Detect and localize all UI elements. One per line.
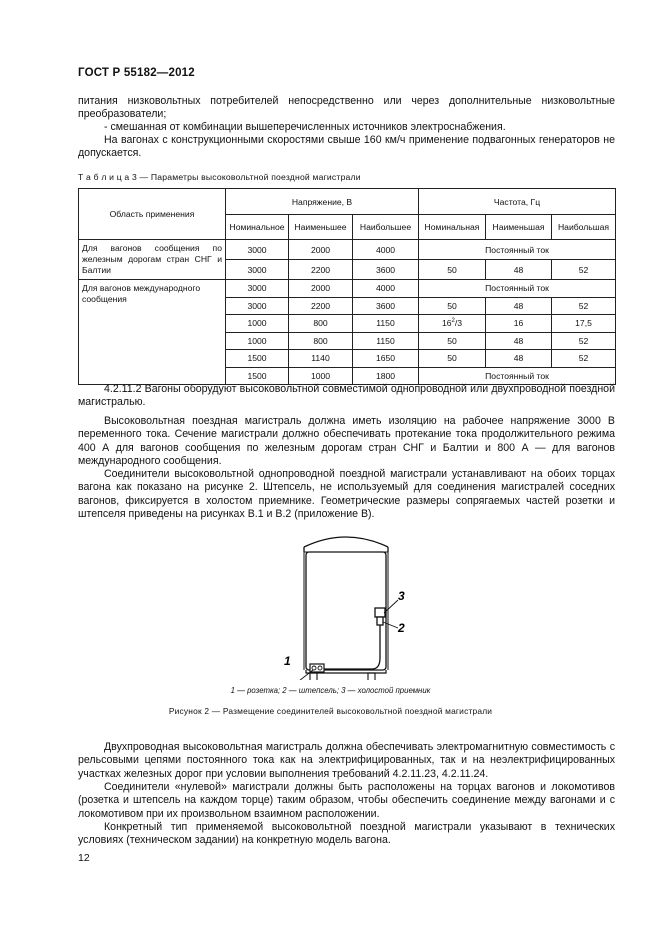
table-cell: 4000 [353,280,419,298]
table-cell: 2000 [289,280,353,298]
header-frequency: Частота, Гц [419,189,616,215]
table-cell: 1140 [289,350,353,368]
table-cell: 3000 [226,297,289,315]
table-cell: 52 [552,297,616,315]
table-cell: 1500 [226,367,289,385]
fraction-denominator: /3 [454,318,463,329]
dc-cell: Постоянный ток [419,367,616,385]
subheader-cell: Наименьшее [289,215,353,240]
table-cell: 3600 [353,260,419,280]
table-cell: 800 [289,315,353,333]
plug-icon [377,617,383,625]
paragraph-specific-type: Конкретный тип применяемой высоковольтной поездной магистрали указывают в технических условиях (техническом задании) на конкретную модель вагона. [78,821,615,847]
table-cell: 48 [486,297,552,315]
table-cell: 48 [486,350,552,368]
table-cell: 1000 [226,332,289,350]
table-cell: 50 [419,332,486,350]
figure-2-diagram [280,530,420,680]
car-buffer-left [310,673,317,680]
intro-note: На вагонах с конструкционными скоростями свыше 160 км/ч применение подвагонных генераторов не допускается. [78,134,615,160]
paragraph-two-wire: Двухпроводная высоковольтная магистраль должна обеспечивать электромагнитную совместимость с рельсовыми цепями постоянного тока как на электрифицированных, так и на неэлектрифицированных участках железных дорог при условии выполнения требований 4.2.11.23, 4.2.11.24. [78,741,615,780]
table-cell: 50 [419,297,486,315]
paragraph-insulation: Высоковольтная поездная магистраль должна иметь изоляцию на рабочее напряжение 3000 В переменного тока. Сечение магистрали должно обеспечивать протекание тока продолжительного режима 400 А для вагонов сообщения по железным дорогам стран СНГ и Балтии и 800 А — для вагонов международного сообщения. [78,415,615,467]
fraction-numerator: 2 [451,318,455,325]
table-cell: 52 [552,332,616,350]
figure-label-1: 1 [284,654,291,668]
figure-legend: 1 — розетка; 2 — штепсель; 3 — холостой приемник [230,686,431,695]
table-cell: 16 [486,315,552,333]
leader-line-2 [383,622,398,628]
table-cell: 2200 [289,260,353,280]
cable-line [324,622,380,669]
header-voltage: Напряжение, В [226,189,419,215]
intro-paragraph: питания низковольтных потребителей непосредственно или через дополнительные низковольтные преобразователи; [78,95,615,121]
paragraph-4-2-11-2: 4.2.11.2 Вагоны оборудуют высоковольтной совместимой однопроводной или двухпроводной поездной магистралью. [78,383,615,409]
table-cell: 3000 [226,280,289,298]
table-cell: 50 [419,350,486,368]
document-header: ГОСТ Р 55182—2012 [78,67,195,79]
table-caption: Т а б л и ц а 3 — Параметры высоковольтной поездной магистрали [78,172,361,182]
table-cell: 1000 [289,367,353,385]
table-cell: 2000 [289,240,353,260]
table-cell: 52 [552,350,616,368]
car-buffer-right [368,673,375,680]
group-label-international: Для вагонов международного сообщения [79,280,226,385]
car-roof [304,537,388,547]
table-cell: 1150 [353,315,419,333]
table-cell: 50 [419,260,486,280]
dc-cell: Постоянный ток [419,280,616,298]
page-number: 12 [78,852,90,864]
subheader-cell: Номинальное [226,215,289,240]
table-cell: 1800 [353,367,419,385]
parameters-table [78,188,616,385]
figure-title: Рисунок 2 — Размещение соединителей высоковольтной поездной магистрали [168,706,493,716]
subheader-cell: Наибольшее [353,215,419,240]
table-cell: 48 [486,332,552,350]
fraction-base: 16 [441,318,452,329]
paragraph-connectors: Соединители высоковольтной однопроводной поездной магистрали устанавливают на обоих торцах вагона как показано на рисунке 2. Штепсель, не используемый для соединения магистралей соседних вагонов, фиксируется в холостом приемнике. Геометрические размеры сопрягаемых частей розетки и штепселя приведены на рисунках В.1 и В.2 (приложение В). [78,468,615,520]
table-row [79,240,616,260]
table-cell: 3600 [353,297,419,315]
fraction-cell [419,315,486,333]
table-cell: 52 [552,260,616,280]
table-cell: 1000 [226,315,289,333]
table-cell: 2200 [289,297,353,315]
table-cell: 48 [486,260,552,280]
subheader-cell: Наибольшая [552,215,616,240]
table-cell: 4000 [353,240,419,260]
table-row [79,280,616,298]
figure-label-2: 2 [398,621,405,635]
table-cell: 1500 [226,350,289,368]
table-cell: 3000 [226,240,289,260]
figure-label-3: 3 [398,589,405,603]
table-cell: 1650 [353,350,419,368]
table-cell: 1150 [353,332,419,350]
idle-receiver-icon [375,608,385,617]
intro-bullet: - смешанная от комбинации вышеперечисленных источников электроснабжения. [104,121,506,133]
table-cell: 800 [289,332,353,350]
dc-cell: Постоянный ток [419,240,616,260]
subheader-cell: Наименьшая [486,215,552,240]
table-cell: 3000 [226,260,289,280]
group-label-cis: Для вагонов сообщения по железным дорогам стран СНГ и Балтии [79,240,226,280]
car-body [306,552,386,670]
table-cell: 17,5 [552,315,616,333]
paragraph-zero-line: Соединители «нулевой» магистрали должны быть расположены на торцах вагонов и локомотивов (розетка и штепсель на каждом торце) таким образом, чтобы обеспечить соединение между вагонами и с локомотивом при их произвольном взаимном расположении. [78,781,615,820]
subheader-cell: Номинальная [419,215,486,240]
table-header-row [79,189,616,215]
header-area: Область применения [79,189,226,240]
